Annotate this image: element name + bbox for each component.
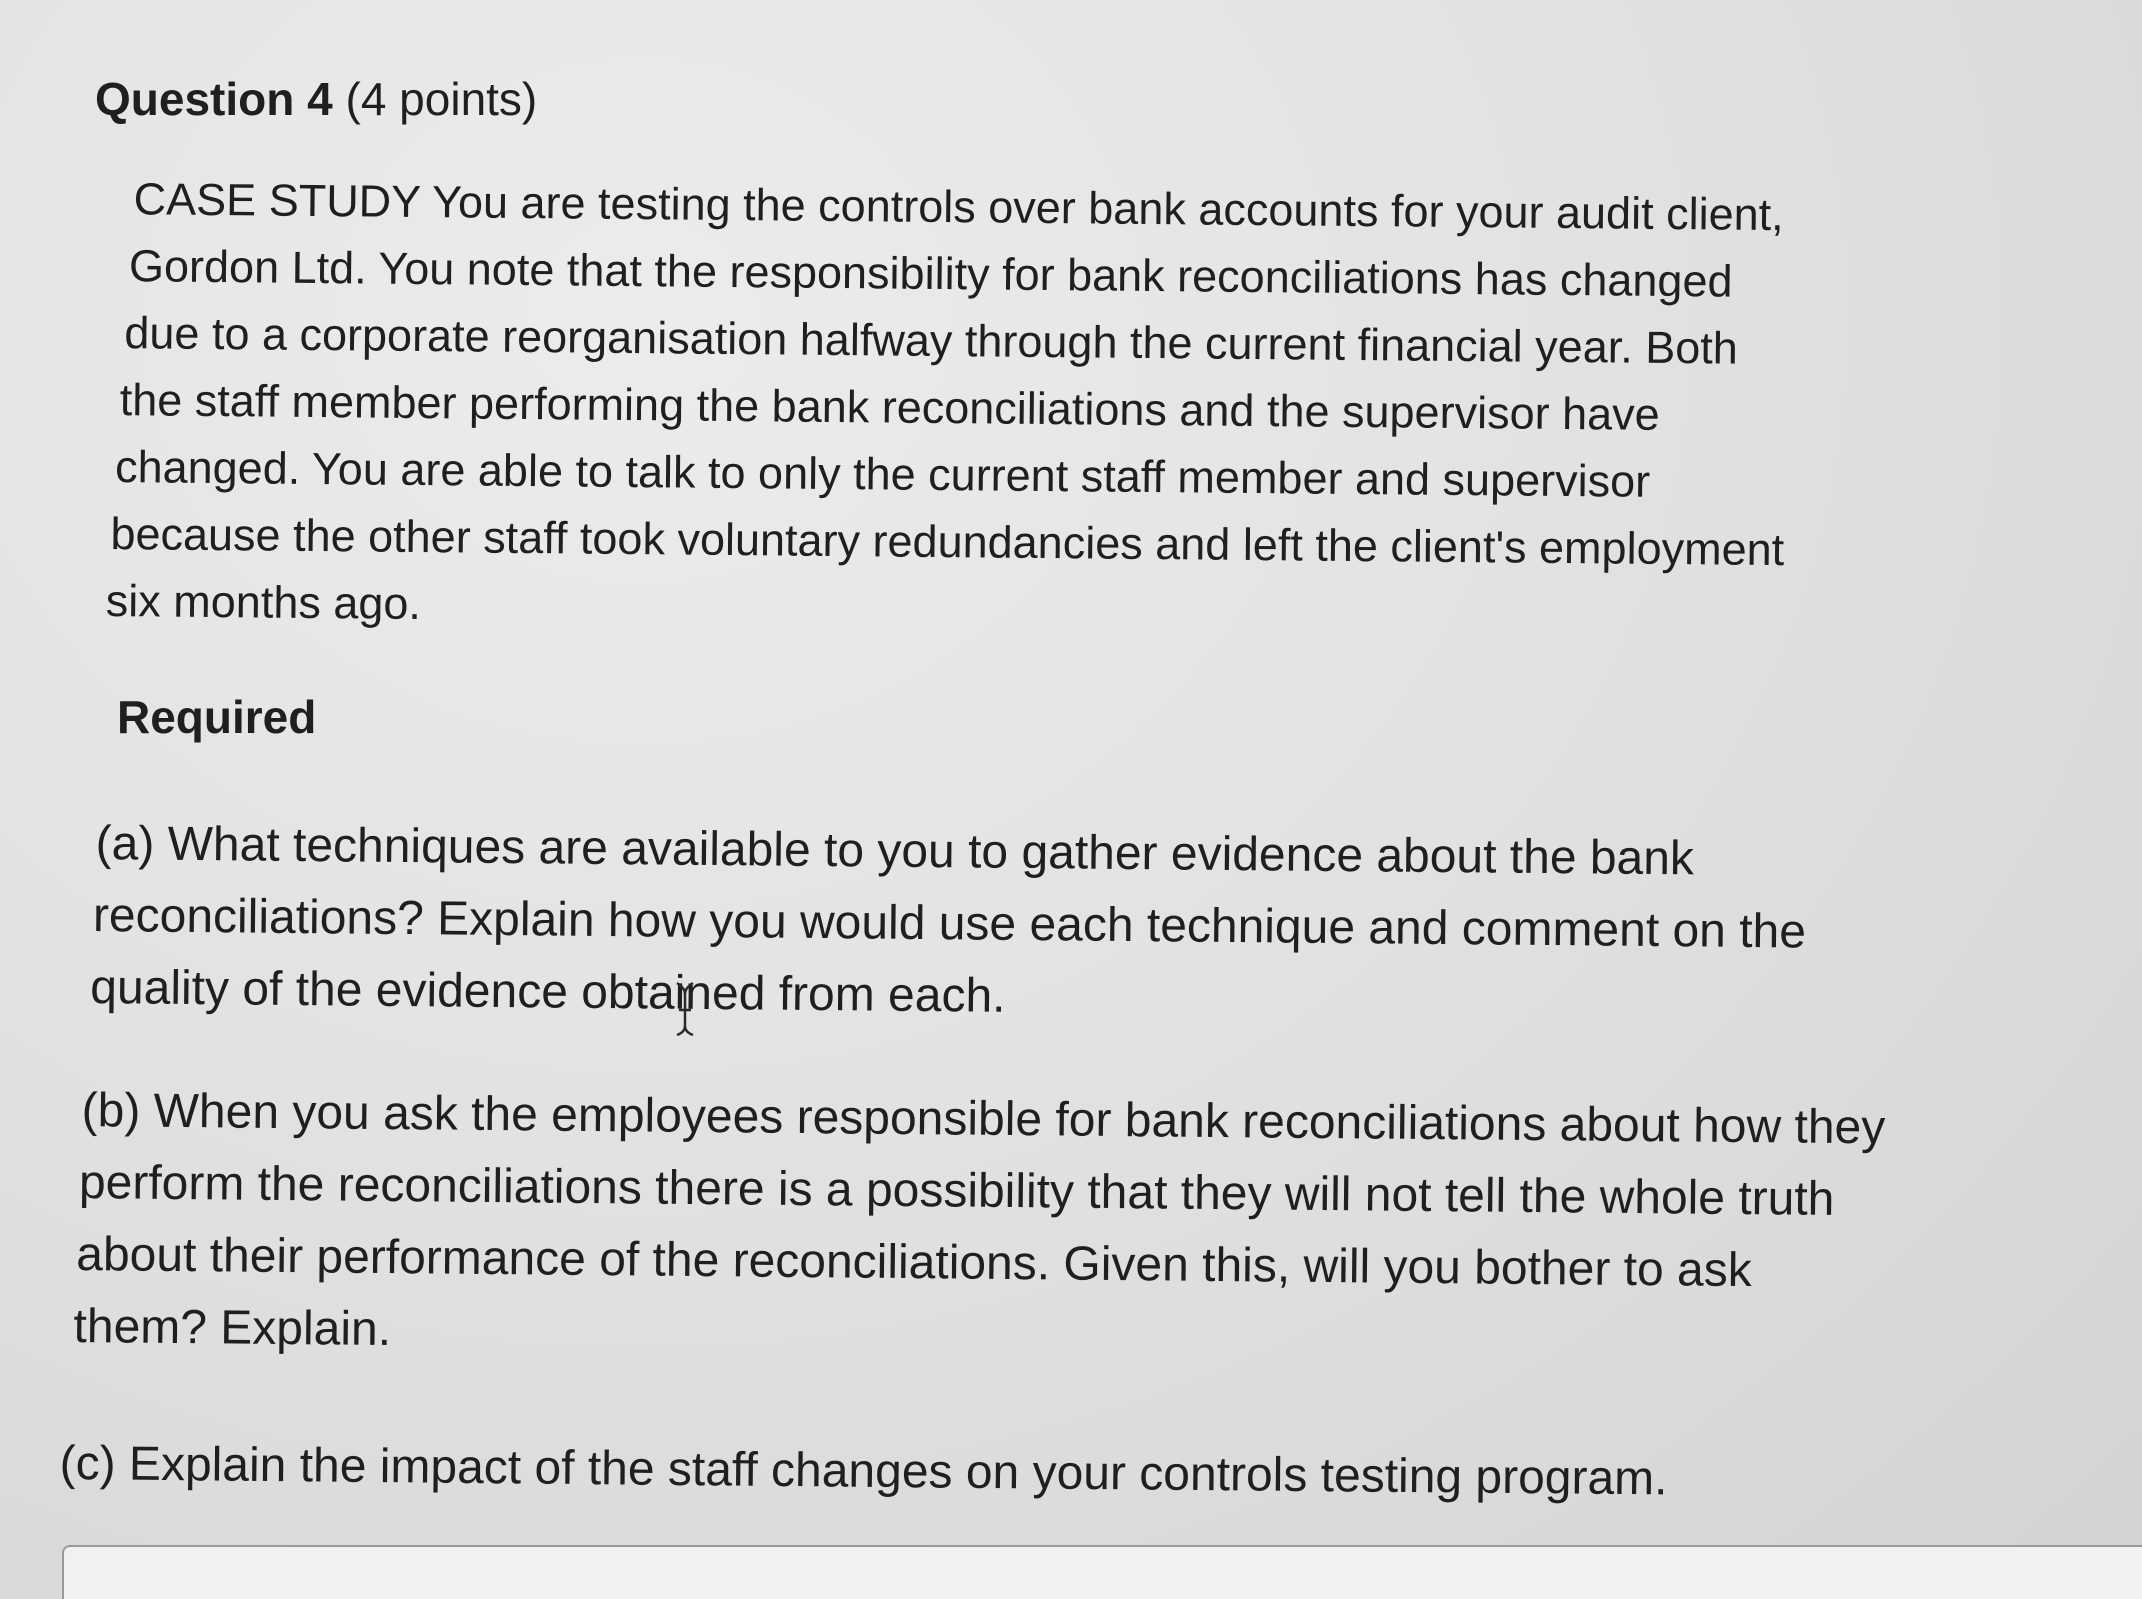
part-c bbox=[59, 1428, 1668, 1515]
part-b-line: perform the reconciliations there is a possibility that they will not tell the whole truth bbox=[78, 1156, 1835, 1226]
question-title bbox=[95, 70, 537, 128]
case-study-line: CASE STUDY You are testing the controls over bank accounts for your audit client, bbox=[133, 173, 1784, 241]
case-study-line: changed. You are able to talk to only the current staff member and supervisor bbox=[114, 441, 1651, 507]
part-a-line: reconciliations? Explain how you would use each technique and comment on the bbox=[92, 889, 1807, 959]
part-b-line: about their performance of the reconciliations. Given this, will you bother to ask bbox=[76, 1228, 1752, 1298]
case-study-text bbox=[105, 165, 2099, 653]
part-a-line: (a) What techniques are available to you to gather evidence about the bank bbox=[95, 817, 1695, 886]
part-b-line: them? Explain. bbox=[73, 1299, 392, 1357]
answer-textbox[interactable] bbox=[62, 1545, 2142, 1599]
part-b-line: (b) When you ask the employees responsible for bank reconciliations about how they bbox=[81, 1084, 1886, 1155]
case-study-line: because the other staff took voluntary redundancies and left the client's employment bbox=[110, 508, 1785, 576]
part-b bbox=[73, 1075, 1885, 1380]
text-cursor-icon bbox=[670, 980, 700, 1036]
question-points: (4 points) bbox=[345, 73, 538, 125]
required-heading: Required bbox=[117, 691, 317, 743]
case-study-line: six months ago. bbox=[105, 574, 422, 630]
question-number: Question 4 bbox=[95, 73, 333, 125]
case-study-line: the staff member performing the bank reconciliations and the supervisor have bbox=[119, 374, 1660, 440]
case-study-line: due to a corporate reorganisation halfway through the current financial year. Both bbox=[124, 307, 1739, 374]
part-a-line: quality of the evidence obtained from each. bbox=[90, 960, 1006, 1023]
part-a bbox=[90, 808, 1807, 1040]
case-study-line: Gordon Ltd. You note that the responsibility for bank reconciliations has changed bbox=[128, 240, 1733, 307]
part-c-line: (c) Explain the impact of the staff changes on your controls testing program. bbox=[59, 1436, 1668, 1506]
